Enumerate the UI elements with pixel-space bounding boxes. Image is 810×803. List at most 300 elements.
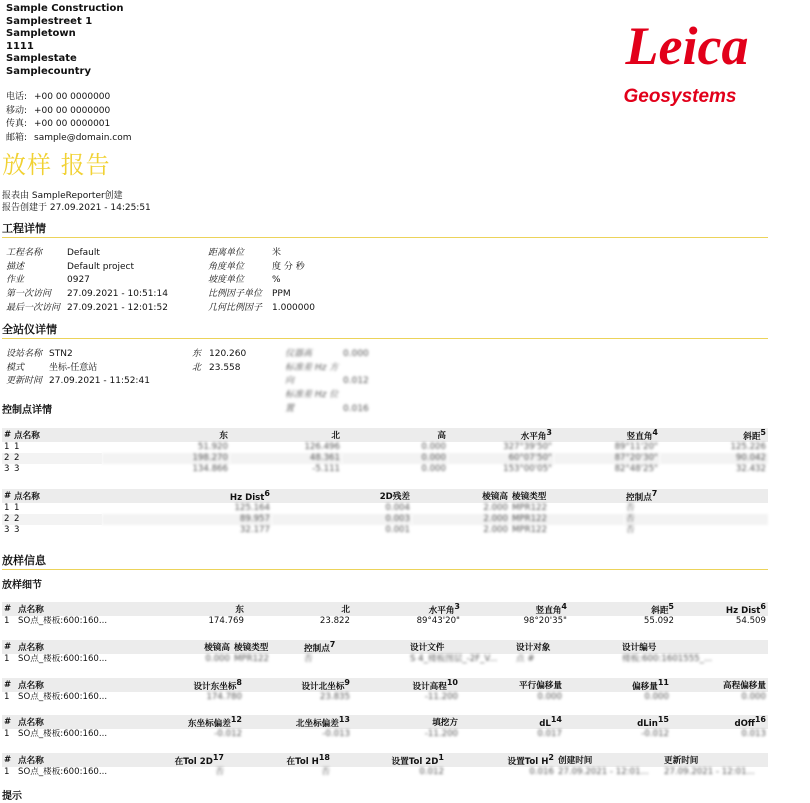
column-header — [620, 640, 768, 654]
footnote-marker: 9 — [344, 678, 350, 687]
table-cell: 327°39'50" — [503, 442, 552, 452]
field-label: 东 — [192, 349, 202, 359]
table-cell: -0.013 — [322, 729, 350, 739]
field-value: 度 分 秒 — [272, 261, 305, 272]
table-cell: 125.164 — [234, 503, 270, 513]
column-header-label: 在Tol 2D — [174, 757, 213, 767]
column-header-label: 斜距 — [743, 432, 761, 442]
field-row — [192, 348, 246, 362]
table-cell: 2 — [2, 453, 12, 464]
address-line: Samplecountry — [6, 65, 92, 77]
field-value: 0.016 — [343, 403, 369, 414]
field-value: 27.09.2021 - 10:51:14 — [67, 289, 168, 300]
field-label: 仪器高 — [285, 349, 313, 359]
column-header — [16, 678, 142, 692]
field-value: Default project — [67, 261, 134, 272]
footnote-marker: 13 — [338, 715, 350, 724]
svg-text:Geosystems: Geosystems — [623, 86, 737, 107]
table-cell: 89°43'20" — [416, 616, 460, 626]
table-cell: 1 — [4, 654, 10, 664]
stakeout-table-design-file — [2, 640, 768, 665]
column-header — [272, 489, 412, 503]
table-cell: 27.09.2021 - 12:01... — [664, 767, 755, 777]
table-cell: 54.509 — [735, 616, 766, 626]
table-cell: 0.003 — [272, 514, 412, 525]
column-header — [564, 715, 671, 729]
column-header — [446, 753, 556, 767]
table-cell: 23.835 — [319, 692, 350, 702]
contact-row — [6, 118, 132, 132]
field-row — [6, 261, 168, 275]
column-header — [16, 640, 142, 654]
table-cell: 点 # — [516, 654, 535, 664]
table-cell: -11.200 — [424, 729, 458, 739]
field-value: 120.260 — [209, 349, 247, 359]
column-header — [2, 715, 16, 729]
footnote-marker: 11 — [657, 678, 669, 687]
footnote-marker: 7 — [329, 640, 336, 649]
stakeout-subheading: 放样细节 — [2, 580, 42, 591]
table-cell: 1 — [4, 616, 10, 626]
column-header-label: 设计高程 — [412, 682, 447, 692]
field-label: 坡度单位 — [208, 275, 245, 286]
field-label: 设站名称 — [6, 349, 43, 359]
table-cell: 否 — [321, 767, 330, 777]
column-header-label: 填挖方 — [432, 718, 458, 728]
column-header — [662, 753, 768, 767]
field-row — [208, 288, 315, 302]
table-cell: SO点_楼板:600:160... — [18, 729, 108, 739]
contact-value: +00 00 0000001 — [34, 119, 111, 129]
column-header — [16, 602, 142, 616]
field-label: 标准差 Hz 位置 — [285, 390, 339, 414]
table-cell: 否 — [626, 503, 635, 513]
field-value: % — [272, 275, 281, 286]
contact-label: 移动: — [6, 105, 28, 116]
column-header — [676, 602, 768, 616]
column-header — [564, 678, 671, 692]
station-heading: 全站仪详情 — [2, 323, 768, 339]
column-header — [2, 428, 12, 442]
address-line: 1111 — [6, 40, 34, 52]
column-header — [412, 489, 510, 503]
field-row — [6, 288, 168, 302]
field-row — [6, 247, 168, 261]
table-cell: 89°11'20" — [614, 442, 658, 452]
table-row — [2, 525, 768, 536]
field-row — [192, 362, 246, 376]
table-cell: SO点_楼板:600:160... — [18, 767, 108, 777]
column-header-label: 点名称 — [18, 681, 44, 691]
column-header — [569, 602, 676, 616]
column-header-label: 北坐标偏差 — [295, 719, 339, 729]
table-cell: 51.920 — [197, 442, 228, 452]
column-header-label: 竖直角 — [626, 432, 653, 442]
table-row — [2, 442, 768, 453]
table-cell: 82°48'25" — [614, 464, 658, 474]
leica-logo — [612, 4, 762, 109]
table-cell: 1 — [4, 442, 10, 452]
table-row — [2, 692, 768, 703]
column-header-label: 更新时间 — [664, 756, 699, 766]
column-header — [226, 753, 332, 767]
table-cell: 0.001 — [385, 525, 410, 535]
column-header-label: 高程偏移量 — [723, 681, 766, 691]
field-label: 最后一次访问 — [6, 302, 61, 313]
column-header — [230, 428, 342, 442]
table-cell: 否 — [626, 525, 635, 535]
table-row — [2, 767, 768, 778]
table-cell: 32.432 — [735, 464, 766, 474]
column-header — [120, 753, 226, 767]
column-header — [244, 715, 352, 729]
table-cell: 0.000 — [421, 442, 446, 452]
table-row — [2, 503, 768, 514]
column-header-label: 点名称 — [18, 718, 44, 728]
footnote-marker: 15 — [657, 715, 669, 724]
column-header-label: # — [4, 680, 12, 690]
field-label: 标准差 Hz 方向 — [285, 362, 339, 387]
control-table-angles — [2, 428, 768, 475]
created-by: 报表由 SampleReporter创建 — [2, 191, 123, 201]
station-fields-left — [6, 348, 150, 389]
column-header-label: 东坐标偏差 — [187, 719, 231, 729]
footnote-marker: 4 — [652, 428, 658, 437]
svg-text:Leica: Leica — [625, 16, 749, 76]
station-coordinates — [192, 348, 246, 375]
field-label: 角度单位 — [208, 261, 245, 272]
footnote-marker: 5 — [760, 428, 766, 437]
column-header — [142, 602, 246, 616]
column-header-label: 棱镜类型 — [512, 492, 547, 502]
column-header-label: 点名称 — [18, 605, 44, 615]
column-header-label: 东 — [235, 605, 244, 615]
table-cell: 2 — [2, 514, 12, 525]
contact-row — [6, 91, 132, 105]
field-value: 0.012 — [343, 376, 369, 387]
field-row — [208, 274, 315, 288]
table-cell: 0.000 — [205, 654, 230, 664]
table-cell: 98°20'35" — [523, 616, 567, 626]
column-header-label: Hz Dist — [725, 606, 761, 616]
column-header — [556, 753, 662, 767]
column-header — [460, 715, 564, 729]
table-cell: MPR122 — [512, 525, 547, 535]
table-cell: 60°07'50" — [448, 453, 554, 464]
table-header-row — [2, 715, 768, 729]
stakeout-table-design-coords — [2, 678, 768, 703]
table-cell: SO点_楼板:600:160... — [18, 692, 108, 702]
column-header-label: 斜距 — [651, 606, 669, 616]
column-header — [302, 640, 408, 654]
project-fields-right — [208, 247, 315, 316]
column-header — [448, 428, 554, 442]
column-header-label: 2D残差 — [379, 492, 410, 502]
field-row — [6, 362, 150, 376]
table-row — [2, 616, 768, 627]
table-cell: 126.496 — [304, 442, 340, 452]
table-cell: 3 — [4, 525, 10, 535]
table-cell: 2.000 — [483, 503, 508, 513]
column-header-label: 东 — [219, 431, 228, 441]
column-header-label: 点名称 — [18, 756, 44, 766]
hints-heading: 提示 — [2, 791, 22, 802]
field-label: 第一次访问 — [6, 289, 52, 300]
column-header-label: 设计北坐标 — [301, 682, 345, 692]
table-cell: 174.769 — [208, 616, 244, 626]
column-header — [232, 640, 302, 654]
table-cell: 楼板:600:1601555_... — [622, 654, 713, 664]
field-label: 工程名称 — [6, 248, 43, 258]
table-cell: 1 — [14, 442, 20, 452]
table-cell: 2.000 — [483, 525, 508, 535]
table-cell: 48.361 — [230, 453, 342, 464]
address-line: Samplestate — [6, 53, 77, 65]
column-header-label: 点名称 — [14, 431, 40, 441]
table-cell: SO点_楼板:600:160... — [18, 616, 108, 626]
footnote-marker: 3 — [546, 428, 552, 437]
column-header-label: 水平角 — [520, 432, 547, 442]
table-cell: 27.09.2021 - 12:01... — [558, 767, 649, 777]
table-cell: 87°20'30" — [554, 453, 660, 464]
field-row — [6, 375, 150, 389]
footnote-marker: 7 — [651, 489, 658, 498]
column-header-label: 棱镜高 — [204, 643, 230, 653]
table-row — [2, 729, 768, 740]
field-value: Default — [67, 248, 100, 258]
field-value: 1.000000 — [272, 302, 315, 313]
table-header-row — [2, 640, 768, 654]
table-cell: 1 — [4, 767, 10, 777]
column-header-label: 设计编号 — [622, 643, 657, 653]
station-blurred-fields — [285, 348, 369, 417]
table-cell: 3 — [14, 525, 20, 535]
table-cell: 55.092 — [643, 616, 674, 626]
field-value: STN2 — [49, 349, 73, 359]
column-header — [142, 678, 244, 692]
field-value: 27.09.2021 - 12:01:52 — [67, 302, 168, 313]
table-row — [2, 514, 768, 525]
column-header — [142, 715, 244, 729]
column-header — [2, 640, 16, 654]
table-row — [2, 464, 768, 475]
column-header — [2, 602, 16, 616]
table-cell: 否 — [624, 514, 768, 525]
column-header-label: 平行偏移量 — [519, 681, 562, 691]
table-cell: 0.017 — [537, 729, 562, 739]
field-value: 米 — [272, 248, 282, 258]
column-header — [554, 428, 660, 442]
report-meta — [2, 190, 151, 214]
table-cell: 1 — [14, 503, 20, 513]
table-cell: 1 — [4, 692, 10, 702]
column-header-label: 偏移量 — [632, 682, 658, 692]
table-cell: 32.177 — [239, 525, 270, 535]
column-header-label: 创建时间 — [558, 756, 593, 766]
stakeout-table-deviations — [2, 715, 768, 740]
column-header-label: 设计对象 — [516, 643, 551, 653]
table-cell: MPR122 — [512, 503, 547, 513]
column-header — [102, 428, 230, 442]
footnote-marker: 10 — [446, 678, 458, 687]
footnote-marker: 17 — [212, 753, 224, 762]
column-header-label: 控制点 — [626, 493, 652, 503]
column-header — [16, 753, 120, 767]
address-line: Sample Construction — [6, 3, 124, 14]
column-header-label: # — [4, 755, 12, 765]
column-header-label: 设置Tol 2D — [391, 757, 439, 767]
contact-value: +00 00 0000000 — [34, 92, 111, 102]
column-header-label: dLin — [637, 719, 658, 729]
column-header — [12, 428, 102, 442]
field-value: 坐标-任意站 — [49, 362, 98, 373]
contact-row — [6, 105, 132, 119]
column-header-label: 高 — [437, 431, 446, 441]
column-header — [246, 602, 352, 616]
field-row — [285, 389, 369, 416]
footnote-marker: 1 — [438, 753, 444, 762]
address-line: Sampletown — [6, 28, 76, 40]
column-header — [342, 428, 448, 442]
table-cell: 1 — [4, 503, 10, 513]
column-header-label: 点名称 — [18, 643, 44, 653]
field-row — [208, 261, 315, 275]
column-header — [462, 602, 569, 616]
footnote-marker: 6 — [264, 489, 270, 498]
table-cell: 125.226 — [730, 442, 766, 452]
table-cell: 0.004 — [385, 503, 410, 513]
field-value: PPM — [272, 289, 291, 300]
field-value: 27.09.2021 - 11:52:41 — [49, 376, 150, 387]
column-header-label: # — [4, 430, 12, 440]
table-header-row — [2, 489, 768, 503]
table-cell: 3 — [14, 464, 20, 474]
column-header — [514, 640, 620, 654]
field-row — [285, 362, 369, 389]
stakeout-table-tolerances — [2, 753, 768, 778]
table-header-row — [2, 678, 768, 692]
column-header — [16, 715, 142, 729]
contact-value: +00 00 0000000 — [34, 105, 111, 116]
contact-info — [6, 91, 132, 145]
project-fields-left — [6, 247, 168, 316]
footnote-marker: 8 — [236, 678, 242, 687]
column-header — [332, 753, 446, 767]
field-value: 23.558 — [209, 362, 241, 373]
column-header — [510, 489, 624, 503]
field-row — [6, 302, 168, 316]
column-header-label: 北 — [341, 605, 350, 615]
contact-row — [6, 132, 132, 146]
table-cell: 否 — [215, 767, 224, 777]
contact-label: 传真: — [6, 119, 28, 129]
control-table-distances — [2, 489, 768, 536]
column-header-label: # — [4, 491, 12, 501]
table-cell: SO点_楼板:600:160... — [18, 654, 108, 664]
column-header — [671, 715, 768, 729]
field-row — [285, 348, 369, 362]
table-cell: 89.957 — [102, 514, 272, 525]
column-header — [671, 678, 768, 692]
table-cell: MPR122 — [234, 654, 269, 664]
column-header — [2, 678, 16, 692]
footnote-marker: 4 — [561, 602, 567, 611]
field-row — [6, 348, 150, 362]
table-row — [2, 453, 768, 464]
field-label: 描述 — [6, 261, 25, 272]
column-header-label: dL — [539, 719, 551, 729]
footnote-marker: 16 — [754, 715, 766, 724]
column-header-label: 点名称 — [14, 492, 40, 502]
column-header — [2, 753, 16, 767]
footnote-marker: 3 — [454, 602, 460, 611]
field-label: 距离单位 — [208, 248, 245, 258]
stakeout-table-measured — [2, 602, 768, 627]
project-heading: 工程详情 — [2, 222, 768, 238]
table-cell: 0.000 — [342, 453, 448, 464]
table-cell: -0.012 — [641, 729, 669, 739]
field-row — [208, 302, 315, 316]
table-header-row — [2, 428, 768, 442]
report-title: 放样 报告 — [2, 151, 111, 179]
table-cell: 153°00'05" — [503, 464, 552, 474]
table-cell: -11.200 — [424, 692, 458, 702]
table-cell: 0.000 — [421, 464, 446, 474]
table-cell: 23.822 — [319, 616, 350, 626]
column-header-label: 棱镜高 — [482, 492, 508, 502]
created-at: 报告创建于 27.09.2021 - 14:25:51 — [2, 203, 151, 213]
field-label: 更新时间 — [6, 376, 43, 387]
table-cell: 否 — [304, 654, 313, 664]
column-header-label: 设计文件 — [410, 643, 445, 653]
field-label: 几何比例因子 — [208, 302, 263, 313]
column-header — [624, 489, 768, 503]
column-header-label: 设计东坐标 — [193, 682, 237, 692]
address-line: Samplestreet 1 — [6, 15, 93, 27]
field-label: 比例因子单位 — [208, 289, 263, 300]
contact-label: 电话: — [6, 92, 28, 102]
field-row — [208, 247, 315, 261]
column-header-label: 控制点 — [304, 644, 330, 654]
column-header-label: 棱镜类型 — [234, 643, 269, 653]
table-cell: 3 — [4, 464, 10, 474]
column-header-label: # — [4, 604, 12, 614]
field-row — [6, 274, 168, 288]
footnote-marker: 18 — [318, 753, 330, 762]
column-header — [2, 489, 12, 503]
table-cell: 174.780 — [206, 692, 242, 702]
column-header — [408, 640, 514, 654]
table-cell: 198.270 — [102, 453, 230, 464]
column-header — [660, 428, 768, 442]
column-header — [352, 602, 462, 616]
table-cell: -5.111 — [312, 464, 340, 474]
column-header-label: # — [4, 642, 12, 652]
table-cell: 134.866 — [192, 464, 228, 474]
table-cell: S 4_楼板图层_-2F_V... — [410, 654, 498, 664]
table-cell: 0.013 — [741, 729, 766, 739]
field-value: 0927 — [67, 275, 90, 286]
column-header — [460, 678, 564, 692]
control-heading: 控制点详情 — [2, 405, 52, 416]
table-cell: 2 — [12, 514, 102, 525]
table-cell: 90.042 — [660, 453, 768, 464]
company-address — [6, 3, 123, 79]
field-label: 模式 — [6, 362, 25, 373]
table-header-row — [2, 753, 768, 767]
table-row — [2, 654, 768, 665]
table-cell: 0.000 — [644, 692, 669, 702]
